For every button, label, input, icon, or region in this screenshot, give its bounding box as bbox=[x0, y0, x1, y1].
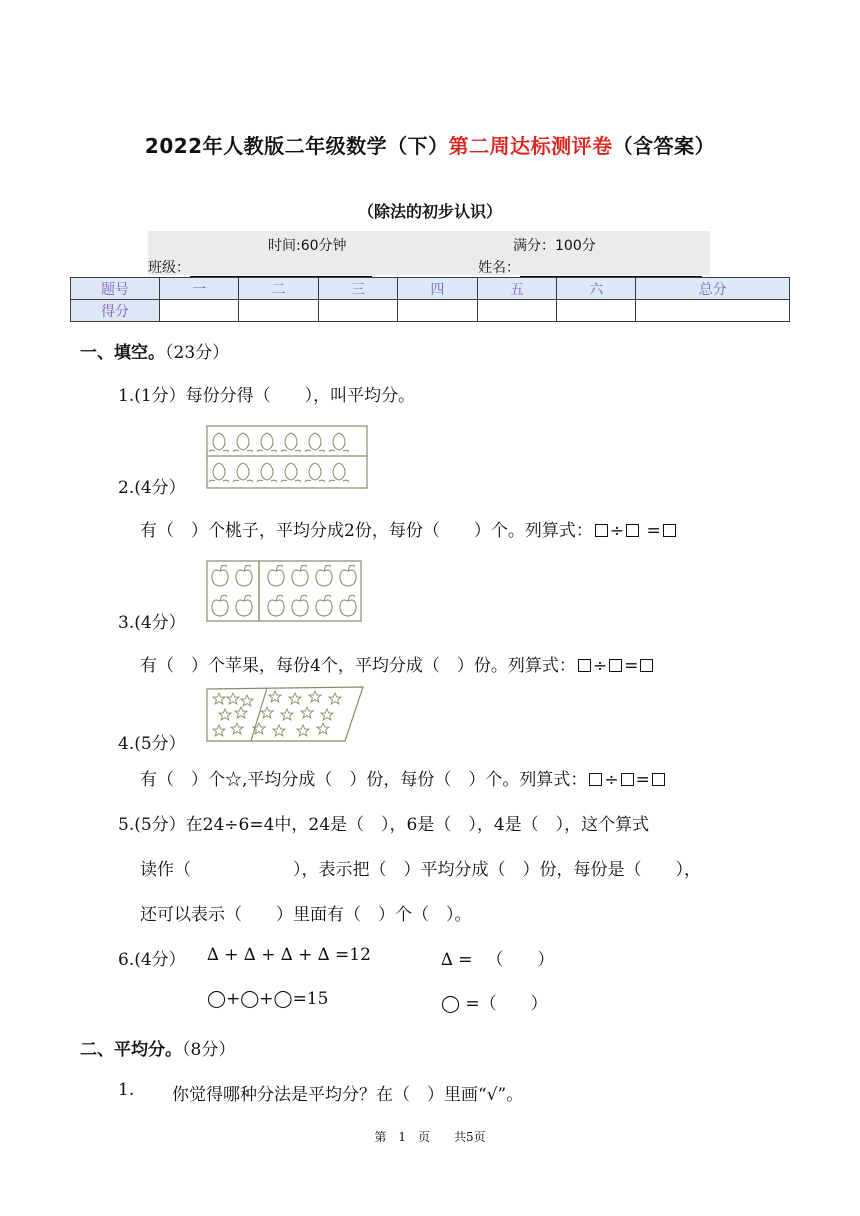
score-cell[interactable] bbox=[160, 300, 239, 322]
section-2-heading bbox=[80, 1035, 235, 1060]
score-cell[interactable] bbox=[398, 300, 477, 322]
question-4-label: 4.(5分） bbox=[118, 734, 186, 754]
name-blank[interactable] bbox=[520, 262, 702, 277]
question-2-text bbox=[140, 516, 678, 541]
full-score-label: 满分：100分 bbox=[513, 238, 596, 254]
peaches-figure bbox=[205, 424, 369, 490]
page-footer: 第 1 页 共5页 bbox=[374, 1130, 486, 1144]
title-highlight: 第二周达标测评卷 bbox=[448, 134, 613, 158]
header-cell: 六 bbox=[557, 278, 636, 300]
divide-sign: ÷ bbox=[609, 521, 625, 541]
question-1: 1.(1分）每份分得（ ），叫平均分。 bbox=[118, 386, 416, 406]
answer-box[interactable] bbox=[652, 773, 665, 786]
section-1-title: 一、填空。 bbox=[80, 343, 165, 363]
triangle-answer: ∆ = （ ） bbox=[441, 950, 555, 970]
question-4-text bbox=[140, 765, 667, 790]
header-cell: 一 bbox=[160, 278, 239, 300]
section-2-question-text: 你觉得哪种分法是平均分？在（ ）里画“√”。 bbox=[172, 1085, 524, 1105]
equals-sign: = bbox=[641, 521, 661, 541]
answer-box[interactable] bbox=[589, 773, 602, 786]
header-cell: 五 bbox=[477, 278, 556, 300]
name-label: 姓名： bbox=[478, 260, 520, 276]
name-field bbox=[478, 257, 702, 277]
question-5-line-2: 读作（ ），表示把（ ）平均分成（ ）份，每份是（ ）， bbox=[140, 860, 701, 880]
score-table-header bbox=[71, 278, 790, 300]
question-5-line-1: 5.(5分）在24÷6=4中，24是（ ），6是（ ），4是（ ），这个算式 bbox=[118, 815, 650, 835]
answer-box[interactable] bbox=[595, 524, 608, 537]
section-1-heading bbox=[80, 338, 229, 363]
question-3-line: 有（ ）个苹果，每份4个，平均分成（ ）份。列算式： bbox=[140, 656, 576, 676]
class-label: 班级： bbox=[148, 260, 190, 276]
class-blank[interactable] bbox=[190, 262, 372, 277]
title-suffix: （含答案） bbox=[612, 134, 716, 158]
triangle-equation: ∆ + ∆ + ∆ + ∆ =12 bbox=[207, 945, 371, 965]
score-cell[interactable] bbox=[477, 300, 556, 322]
question-2-label: 2.(4分） bbox=[118, 478, 186, 498]
score-table bbox=[70, 277, 790, 322]
question-3-text bbox=[140, 651, 655, 676]
question-3-label: 3.(4分） bbox=[118, 613, 186, 633]
score-cell[interactable] bbox=[636, 300, 790, 322]
section-2-points: （8分） bbox=[182, 1040, 236, 1060]
divide-sign: ÷ bbox=[592, 656, 608, 676]
title-main: 2022年人教版二年级数学（下） bbox=[144, 134, 449, 158]
answer-box[interactable] bbox=[609, 659, 622, 672]
apples-figure bbox=[205, 559, 365, 623]
divide-sign: ÷ bbox=[604, 770, 619, 790]
subtitle: （除法的初步认识） bbox=[357, 202, 502, 221]
header-cell: 三 bbox=[318, 278, 397, 300]
class-field bbox=[148, 257, 372, 277]
circle-equation: ◯+◯+◯=15 bbox=[207, 989, 329, 1009]
score-table-row bbox=[71, 300, 790, 322]
equals-sign: = bbox=[624, 656, 639, 676]
section-1-points: （23分） bbox=[165, 343, 230, 363]
answer-box[interactable] bbox=[626, 524, 639, 537]
answer-box[interactable] bbox=[578, 659, 591, 672]
question-4-line: 有（ ）个☆,平均分成（ ）份，每份（ ）个。列算式： bbox=[140, 770, 588, 790]
header-cell: 二 bbox=[239, 278, 318, 300]
header-cell: 总分 bbox=[636, 278, 790, 300]
score-cell[interactable] bbox=[239, 300, 318, 322]
question-2-line: 有（ ）个桃子，平均分成2份，每份（ ）个。列算式： bbox=[140, 521, 593, 541]
header-cell: 题号 bbox=[71, 278, 160, 300]
answer-box[interactable] bbox=[621, 773, 634, 786]
answer-box[interactable] bbox=[640, 659, 653, 672]
row-label: 得分 bbox=[71, 300, 160, 322]
section-2-title: 二、平均分。 bbox=[80, 1040, 182, 1060]
circle-answer: ◯ =（ ） bbox=[441, 994, 548, 1014]
time-label: 时间:60分钟 bbox=[268, 238, 347, 254]
stars-figure bbox=[205, 685, 367, 745]
score-cell[interactable] bbox=[557, 300, 636, 322]
header-cell: 四 bbox=[398, 278, 477, 300]
answer-box[interactable] bbox=[663, 524, 676, 537]
equals-sign: = bbox=[635, 770, 650, 790]
score-cell[interactable] bbox=[318, 300, 397, 322]
question-6-label: 6.(4分） bbox=[118, 950, 186, 970]
section-2-question-number: 1. bbox=[118, 1080, 135, 1100]
question-5-line-3: 还可以表示（ ）里面有（ ）个（ ）。 bbox=[140, 905, 472, 925]
page-title bbox=[0, 130, 860, 159]
